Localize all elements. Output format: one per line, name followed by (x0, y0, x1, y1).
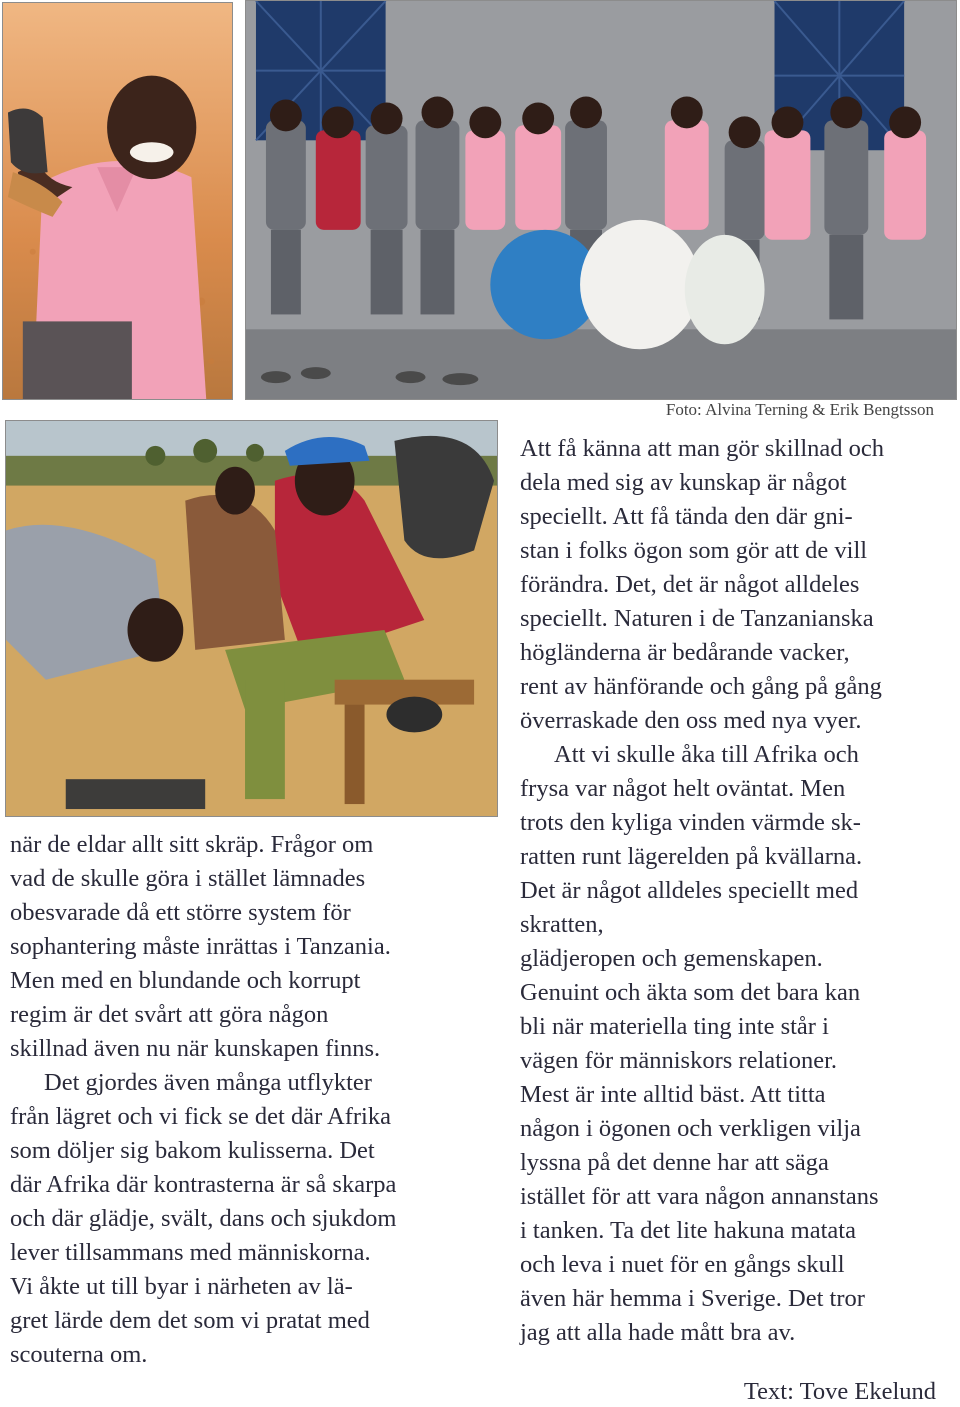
photo-shoe-repair-workshop (5, 420, 498, 817)
article-left-column (10, 828, 490, 1372)
text-line: skillnad även nu när kunskapen finns. (10, 1035, 381, 1062)
text-line: speciellt. Att få tända den där gni- (520, 503, 853, 530)
text-line: bli när materiella ting inte står i (520, 1013, 829, 1040)
text-line: Det gjordes även många utflykter (44, 1069, 372, 1096)
text-line: dela med sig av kunskap är något (520, 469, 847, 496)
text-line: från lägret och vi fick se det där Afrika (10, 1103, 391, 1130)
text-line: förändra. Det, det är något alldeles (520, 571, 860, 598)
text-line: Att vi skulle åka till Afrika och (554, 741, 859, 768)
text-line: högländerna är bedårande vacker, (520, 639, 850, 666)
text-line: gret lärde dem det som vi pratat med (10, 1307, 370, 1334)
text-line: lever tillsammans med människorna. (10, 1239, 371, 1266)
text-line: frysa var något helt oväntat. Men (520, 775, 846, 802)
text-line: och leva i nuet för en gångs skull (520, 1251, 845, 1278)
text-line: även här hemma i Sverige. Det tror (520, 1285, 865, 1312)
text-line: obesvarade då ett större system för (10, 899, 351, 926)
text-line: och där glädje, svält, dans och sjukdom (10, 1205, 397, 1232)
text-line: speciellt. Naturen i de Tanzanianska (520, 605, 874, 632)
text-line: stan i folks ögon som gör att de vill (520, 537, 868, 564)
article-right-column (520, 432, 950, 1350)
text-line: regim är det svårt att göra någon (10, 1001, 329, 1028)
text-line: som döljer sig bakom kulisserna. Det (10, 1137, 375, 1164)
text-line: där Afrika där kontrasterna är så skarpa (10, 1171, 397, 1198)
text-line: Vi åkte ut till byar i närheten av lä- (10, 1273, 353, 1300)
text-line: Det är något alldeles speciellt med (520, 877, 859, 904)
text-line: istället för att vara någon annanstans (520, 1183, 879, 1210)
author-byline: Text: Tove Ekelund (743, 1378, 936, 1405)
text-line: jag att alla hade mått bra av. (520, 1319, 796, 1346)
text-line: vad de skulle göra i stället lämnades (10, 865, 366, 892)
text-line: när de eldar allt sitt skräp. Frågor om (10, 831, 374, 858)
text-line: rent av hänförande och gång på gång (520, 673, 882, 700)
text-line: trots den kyliga vinden värmde sk- (520, 809, 861, 836)
text-line: ratten runt lägerelden på kvällarna. (520, 843, 863, 870)
photo-school-children (245, 0, 957, 400)
photo-credit: Foto: Alvina Terning & Erik Bengtsson (665, 400, 934, 419)
text-line: Att få känna att man gör skillnad och (520, 435, 884, 462)
text-line: vägen för människors relationer. (520, 1047, 838, 1074)
text-line: sophantering måste inrättas i Tanzania. (10, 933, 391, 960)
text-line: överraskade den oss med nya vyer. (520, 707, 862, 734)
text-line: lyssna på det denne har att säga (520, 1149, 829, 1176)
text-line: scouterna om. (10, 1341, 148, 1368)
photo-boy-with-sandal (2, 2, 233, 400)
text-line: Mest är inte alltid bäst. Att titta (520, 1081, 826, 1108)
text-line: Men med en blundande och korrupt (10, 967, 361, 994)
text-line: glädjeropen och gemenskapen. (520, 945, 823, 972)
text-line: Genuint och äkta som det bara kan (520, 979, 861, 1006)
text-line: skratten, (520, 911, 604, 938)
text-line: i tanken. Ta det lite hakuna matata (520, 1217, 856, 1244)
text-line: någon i ögonen och verkligen vilja (520, 1115, 861, 1142)
